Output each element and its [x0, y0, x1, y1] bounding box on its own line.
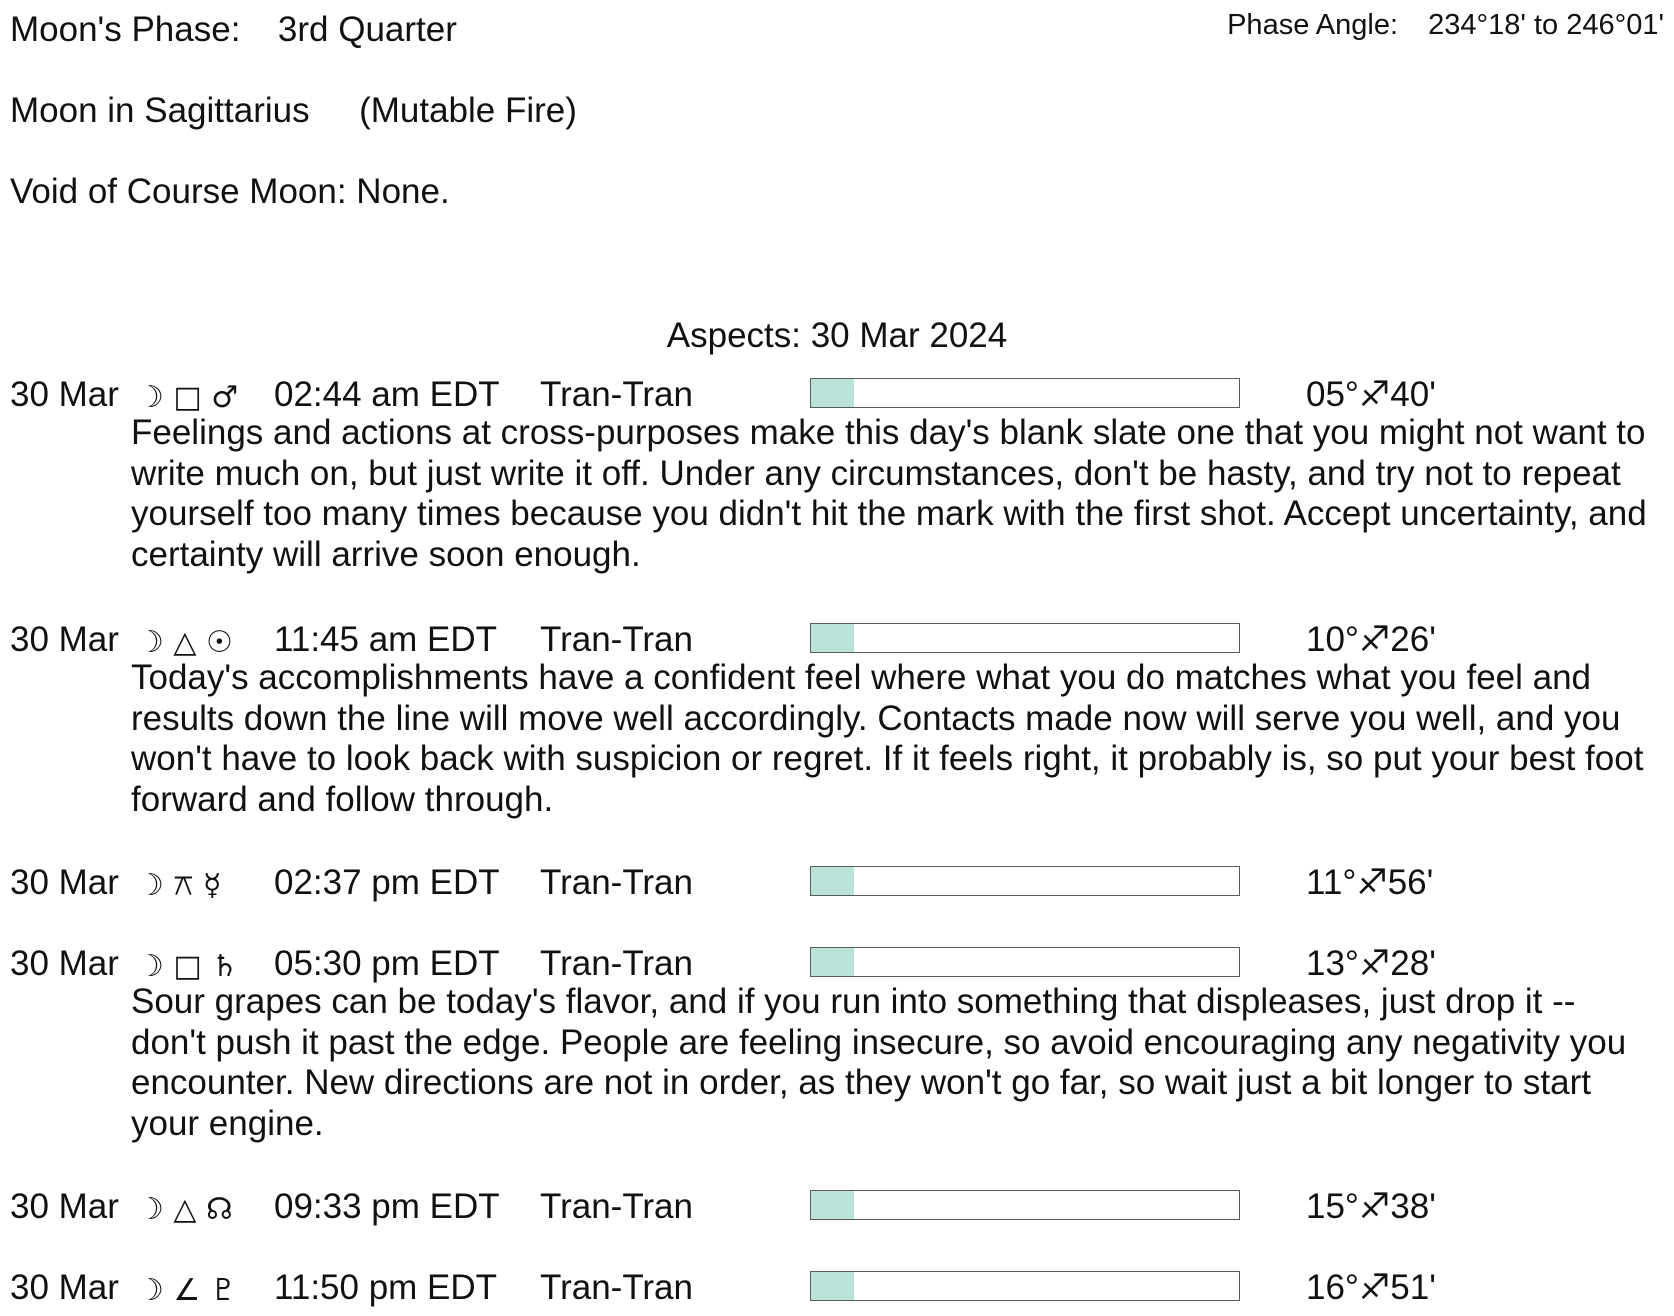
aspect-row	[0, 944, 1674, 984]
aspect-date: 30 Mar	[10, 620, 119, 659]
aspect-type: Tran-Tran	[540, 1268, 693, 1307]
moon-sign: Moon in Sagittarius	[10, 91, 310, 130]
aspect-strength-bar	[810, 1271, 1240, 1301]
aspect-type: Tran-Tran	[540, 375, 693, 414]
moon-phase-value: 3rd Quarter	[277, 10, 457, 49]
aspect-degree: 13°♐28'	[1306, 944, 1436, 983]
aspect-degree: 11°♐56'	[1306, 863, 1434, 902]
moon-sign-line	[10, 91, 577, 131]
aspect-type: Tran-Tran	[540, 620, 693, 659]
aspect-strength-bar	[810, 1190, 1240, 1220]
aspect-interpretation: Today's accomplishments have a confident feel where what you do matches what you feel and results down the line will move well accordingly. Contacts made now will serve you well, and you won't have to look back with suspicion or regret. If it feels right, it probably is, so put your best foot forward and follow through.	[131, 658, 1644, 819]
aspect-date: 30 Mar	[10, 375, 119, 414]
phase-angle-label: Phase Angle:	[1227, 9, 1399, 41]
aspect-time: 11:50 pm EDT	[274, 1268, 498, 1307]
phase-angle-value: 234°18' to 246°01'	[1428, 9, 1664, 41]
aspect-strength-fill	[811, 624, 854, 652]
aspect-row	[0, 375, 1674, 415]
aspect-time: 02:37 pm EDT	[274, 863, 500, 902]
aspect-strength-fill	[811, 1191, 854, 1219]
aspect-type: Tran-Tran	[540, 944, 693, 983]
aspect-time: 09:33 pm EDT	[274, 1187, 500, 1226]
void-of-course: Void of Course Moon: None.	[10, 172, 450, 211]
aspect-degree: 05°♐40'	[1306, 375, 1436, 414]
aspect-date: 30 Mar	[10, 863, 119, 902]
aspect-date: 30 Mar	[10, 1187, 119, 1226]
aspect-interpretation: Feelings and actions at cross-purposes make this day's blank slate one that you might not want to write much on, but just write it off. Under any circumstances, don't be hasty, and try not to repeat yourself too many times because you didn't hit the mark with the first shot. Accept uncertainty, and certainty will arrive soon enough.	[131, 413, 1647, 574]
moon-phase-label: Moon's Phase:	[10, 10, 241, 49]
aspect-time: 11:45 am EDT	[274, 620, 498, 659]
aspect-strength-bar	[810, 866, 1240, 896]
aspect-strength-fill	[811, 948, 854, 976]
aspect-interpretation: Sour grapes can be today's flavor, and if you run into something that displeases, just drop it -- don't push it past the edge. People are feeling insecure, so avoid encouraging any negativity you encounter. New directions are not in order, as they won't go far, so wait just a bit longer to start your engine.	[131, 982, 1627, 1143]
aspect-strength-bar	[810, 623, 1240, 653]
aspect-degree: 10°♐26'	[1306, 620, 1436, 659]
aspect-glyphs: ☽ □ ♂	[137, 380, 239, 415]
aspect-row	[0, 620, 1674, 660]
aspect-strength-bar	[810, 378, 1240, 408]
aspect-row	[0, 863, 1674, 903]
phase-angle	[1227, 8, 1664, 42]
aspect-glyphs: ☽ △ ☊	[137, 1192, 233, 1227]
moon-phase-line	[10, 10, 457, 50]
aspect-time: 02:44 am EDT	[274, 375, 500, 414]
aspect-strength-bar	[810, 947, 1240, 977]
aspect-date: 30 Mar	[10, 944, 119, 983]
aspect-glyphs: ☽ □ ♄	[137, 949, 239, 984]
aspect-time: 05:30 pm EDT	[274, 944, 500, 983]
aspect-strength-fill	[811, 867, 854, 895]
aspect-glyphs: ☽ ∠ ♇	[137, 1273, 237, 1308]
aspect-strength-fill	[811, 379, 854, 407]
aspect-degree: 16°♐51'	[1306, 1268, 1436, 1307]
moon-sign-quality: (Mutable Fire)	[359, 91, 577, 130]
aspect-row	[0, 1187, 1674, 1227]
aspect-strength-fill	[811, 1272, 854, 1300]
aspect-glyphs: ☽ ⚻ ☿	[137, 868, 222, 903]
aspect-degree: 15°♐38'	[1306, 1187, 1436, 1226]
aspect-date: 30 Mar	[10, 1268, 119, 1307]
aspect-type: Tran-Tran	[540, 863, 693, 902]
aspect-type: Tran-Tran	[540, 1187, 693, 1226]
aspects-title: Aspects: 30 Mar 2024	[666, 316, 1008, 355]
aspect-row	[0, 1268, 1674, 1308]
aspect-glyphs: ☽ △ ☉	[137, 625, 233, 660]
